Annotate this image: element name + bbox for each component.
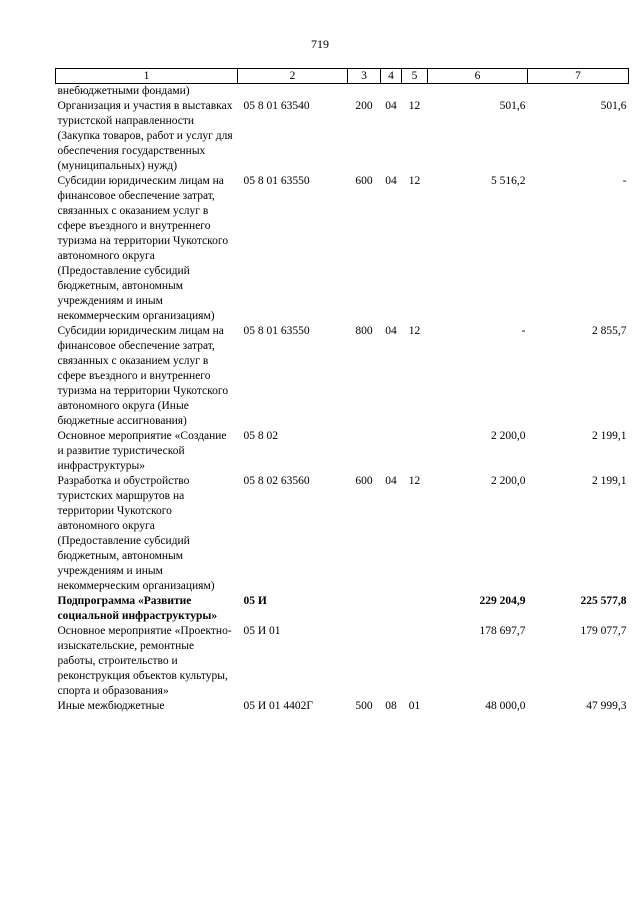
row-name: Основное мероприятие «Создание и развитие туристической инфраструктуры»: [57, 430, 227, 472]
row-col-4: 04: [385, 325, 397, 337]
table-row: [56, 84, 629, 100]
row-value-7: 179 077,7: [580, 625, 627, 637]
row-value-6: [428, 84, 528, 100]
row-value-6: 229 204,9: [479, 595, 526, 607]
row-value-7: 2 199,1: [592, 430, 627, 442]
row-col-4: 08: [385, 700, 397, 712]
row-col-3: 200: [355, 100, 373, 112]
row-col-3: 600: [355, 475, 373, 487]
row-value-7: -: [622, 175, 627, 187]
row-name: Субсидии юридическим лицам на финансовое обеспечение затрат, связанных с оказанием услуг в сфере въездного и внутреннего туризма на территории Чукотского автономного округа (Предоставление субсидий бюджетным, автономным учреждениям и иным некоммерческим организациям): [57, 175, 229, 322]
header-col-7: 7: [528, 69, 629, 84]
row-name: Субсидии юридическим лицам на финансовое обеспечение затрат, связанных с оказанием услуг в сфере въездного и внутреннего туризма на территории Чукотского автономного округа (Иные бюджетные ассигнования): [57, 325, 229, 427]
table-row: [56, 474, 629, 594]
row-value-6: 501,6: [499, 100, 526, 112]
row-value-6: 48 000,0: [485, 700, 526, 712]
page-number: 719: [311, 37, 329, 51]
header-col-6: 6: [428, 69, 528, 84]
row-value-7: 501,6: [600, 100, 627, 112]
row-col-4: 04: [385, 100, 397, 112]
row-value-6: 178 697,7: [479, 625, 526, 637]
row-col-3: 600: [355, 175, 373, 187]
table-row: [56, 699, 629, 714]
row-code: 05 8 01 63550: [243, 175, 310, 187]
row-code: 05 8 01 63550: [243, 325, 310, 337]
row-name: внебюджетными фондами): [57, 85, 190, 97]
header-col-3: 3: [348, 69, 381, 84]
row-name: Иные межбюджетные: [57, 700, 165, 712]
row-value-7: 2 199,1: [592, 475, 627, 487]
row-value-7: [528, 84, 629, 100]
row-value-7: 225 577,8: [580, 595, 627, 607]
row-col-3: 800: [355, 325, 373, 337]
row-value-6: -: [521, 325, 526, 337]
row-col-5: [402, 84, 428, 100]
row-col-4: 04: [385, 475, 397, 487]
row-col-4: [381, 84, 402, 100]
row-code: 05 8 02: [243, 430, 278, 442]
header-col-4: 4: [381, 69, 402, 84]
row-col-3: [348, 84, 381, 100]
row-name: Основное мероприятие «Проектно-изыскательские, ремонтные работы, строительство и реконструкция объектов культуры, спорта и образования»: [57, 625, 232, 697]
row-col-5: [402, 594, 428, 624]
row-code: 05 И: [243, 595, 267, 607]
row-col-5: 12: [408, 175, 421, 187]
row-name: Разработка и обустройство туристских маршрутов на территории Чукотского автономного округа (Предоставление субсидий бюджетным, автономным учреждениям и иным некоммерческим организациям): [57, 475, 215, 592]
row-name: Подпрограмма «Развитие социальной инфраструктуры»: [57, 595, 218, 622]
table-row: [56, 174, 629, 324]
row-col-3: [348, 624, 381, 699]
header-col-1: 1: [56, 69, 238, 84]
row-code: 05 8 01 63540: [243, 100, 310, 112]
row-name: Организация и участия в выставках туристской направленности (Закупка товаров, работ и услуг для обеспечения государственных (муниципальных) нужд): [57, 100, 233, 172]
table-row: [56, 324, 629, 429]
header-col-5: 5: [402, 69, 428, 84]
row-col-5: 12: [408, 475, 421, 487]
table-row: [56, 429, 629, 474]
row-value-6: 5 516,2: [491, 175, 526, 187]
row-value-7: 47 999,3: [586, 700, 627, 712]
row-col-5: [402, 624, 428, 699]
budget-table: [55, 68, 629, 714]
row-value-6: 2 200,0: [491, 430, 526, 442]
row-col-5: [402, 429, 428, 474]
row-col-5: 01: [408, 700, 421, 712]
row-code: 05 8 02 63560: [243, 475, 310, 487]
row-col-4: [381, 594, 402, 624]
header-row: [56, 69, 629, 84]
header-col-2: 2: [238, 69, 348, 84]
row-col-3: [348, 429, 381, 474]
row-col-4: [381, 429, 402, 474]
row-col-4: 04: [385, 175, 397, 187]
row-code: 05 И 01: [243, 625, 281, 637]
table-row: [56, 99, 629, 174]
row-col-4: [381, 624, 402, 699]
row-value-6: 2 200,0: [491, 475, 526, 487]
row-col-3: [348, 594, 381, 624]
row-code: [238, 84, 348, 100]
row-col-5: 12: [408, 100, 421, 112]
row-value-7: 2 855,7: [592, 325, 627, 337]
row-code: 05 И 01 4402Г: [243, 700, 314, 712]
row-col-5: 12: [408, 325, 421, 337]
row-col-3: 500: [355, 700, 373, 712]
table-row-subprogram: [56, 594, 629, 624]
table-row: [56, 624, 629, 699]
